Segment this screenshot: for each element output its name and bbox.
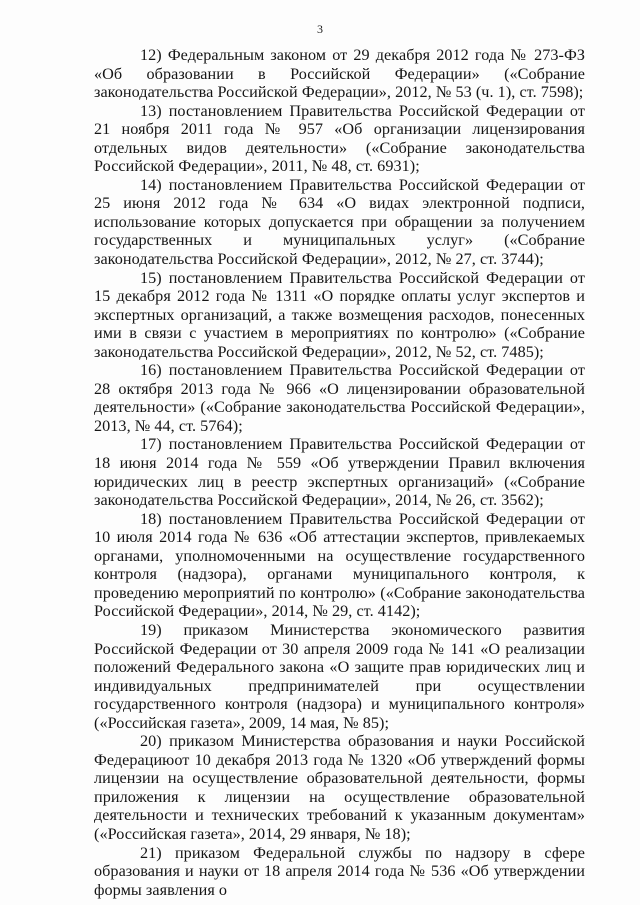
list-item: 20) приказом Министерства образования и науки Российской Федерациюот 10 декабря 2013 года № 1320 «Об утверждений формы лицензии на осуществление образовательной деятельности, формы приложения к лицензии на осуществление образовательной деятельности и технических требований к указанным документам» («Российская газета», 2014, 29 января, № 18); [94, 732, 585, 843]
list-item: 15) постановлением Правительства Российской Федерации от 15 декабря 2012 года № 1311 «О порядке оплаты услуг экспертов и экспертных организаций, а также возмещения расходов, понесенных ими в связи с участием в мероприятиях по контролю» («Собрание законодательства Российской Федерации», 2012, № 52, ст. 7485); [94, 268, 585, 361]
list-item: 13) постановлением Правительства Российской Федерации от 21 ноября 2011 года № 957 «Об организации лицензирования отдельных видов деятельности» («Собрание законодательства Российской Федерации», 2011, № 48, ст. 6931); [94, 101, 585, 176]
legal-acts-list [94, 46, 585, 899]
list-item: 16) постановлением Правительства Российской Федерации от 28 октября 2013 года № 966 «О лицензировании образовательной деятельности» («Собрание законодательства Российской Федерации», 2013, № 44, ст. 5764); [94, 361, 585, 435]
list-item: 12) Федеральным законом от 29 декабря 2012 года № 273-ФЗ «Об образовании в Российской Федерации» («Собрание законодательства Российской Федерации», 2012, № 53 (ч. 1), ст. 7598); [94, 46, 585, 102]
list-item: 19) приказом Министерства экономического развития Российской Федерации от 30 апреля 2009 года № 141 «О реализации положений Федерального закона «О защите прав юридических лиц и индивидуальных предпринимателей при осуществлении государственного контроля (надзора) и муниципального контроля» («Российская газета», 2009, 14 мая, № 85); [94, 620, 585, 732]
page-number: 3 [317, 22, 323, 36]
list-item: 18) постановлением Правительства Российской Федерации от 10 июля 2014 года № 636 «Об аттестации экспертов, привлекаемых органами, уполномоченными на осуществление государственного контроля (надзора), органами муниципального контроля, к проведению мероприятий по контролю» («Собрание законодательства Российской Федерации», 2014, № 29, ст. 4142); [94, 509, 585, 621]
list-item: 14) постановлением Правительства Российской Федерации от 25 июня 2012 года № 634 «О видах электронной подписи, использование которых допускается при обращении за получением государственных и муниципальных услуг» («Собрание законодательства Российской Федерации», 2012, № 27, ст. 3744); [94, 175, 585, 269]
list-item: 17) постановлением Правительства Российской Федерации от 18 июня 2014 года № 559 «Об утверждении Правил включения юридических лиц в реестр экспертных организаций» («Собрание законодательства Российской Федерации», 2014, № 26, ст. 3562); [94, 435, 585, 510]
list-item: 21) приказом Федеральной службы по надзору в сфере образования и науки от 18 апреля 2014 года № 536 «Об утверждении формы заявления о [94, 843, 585, 899]
